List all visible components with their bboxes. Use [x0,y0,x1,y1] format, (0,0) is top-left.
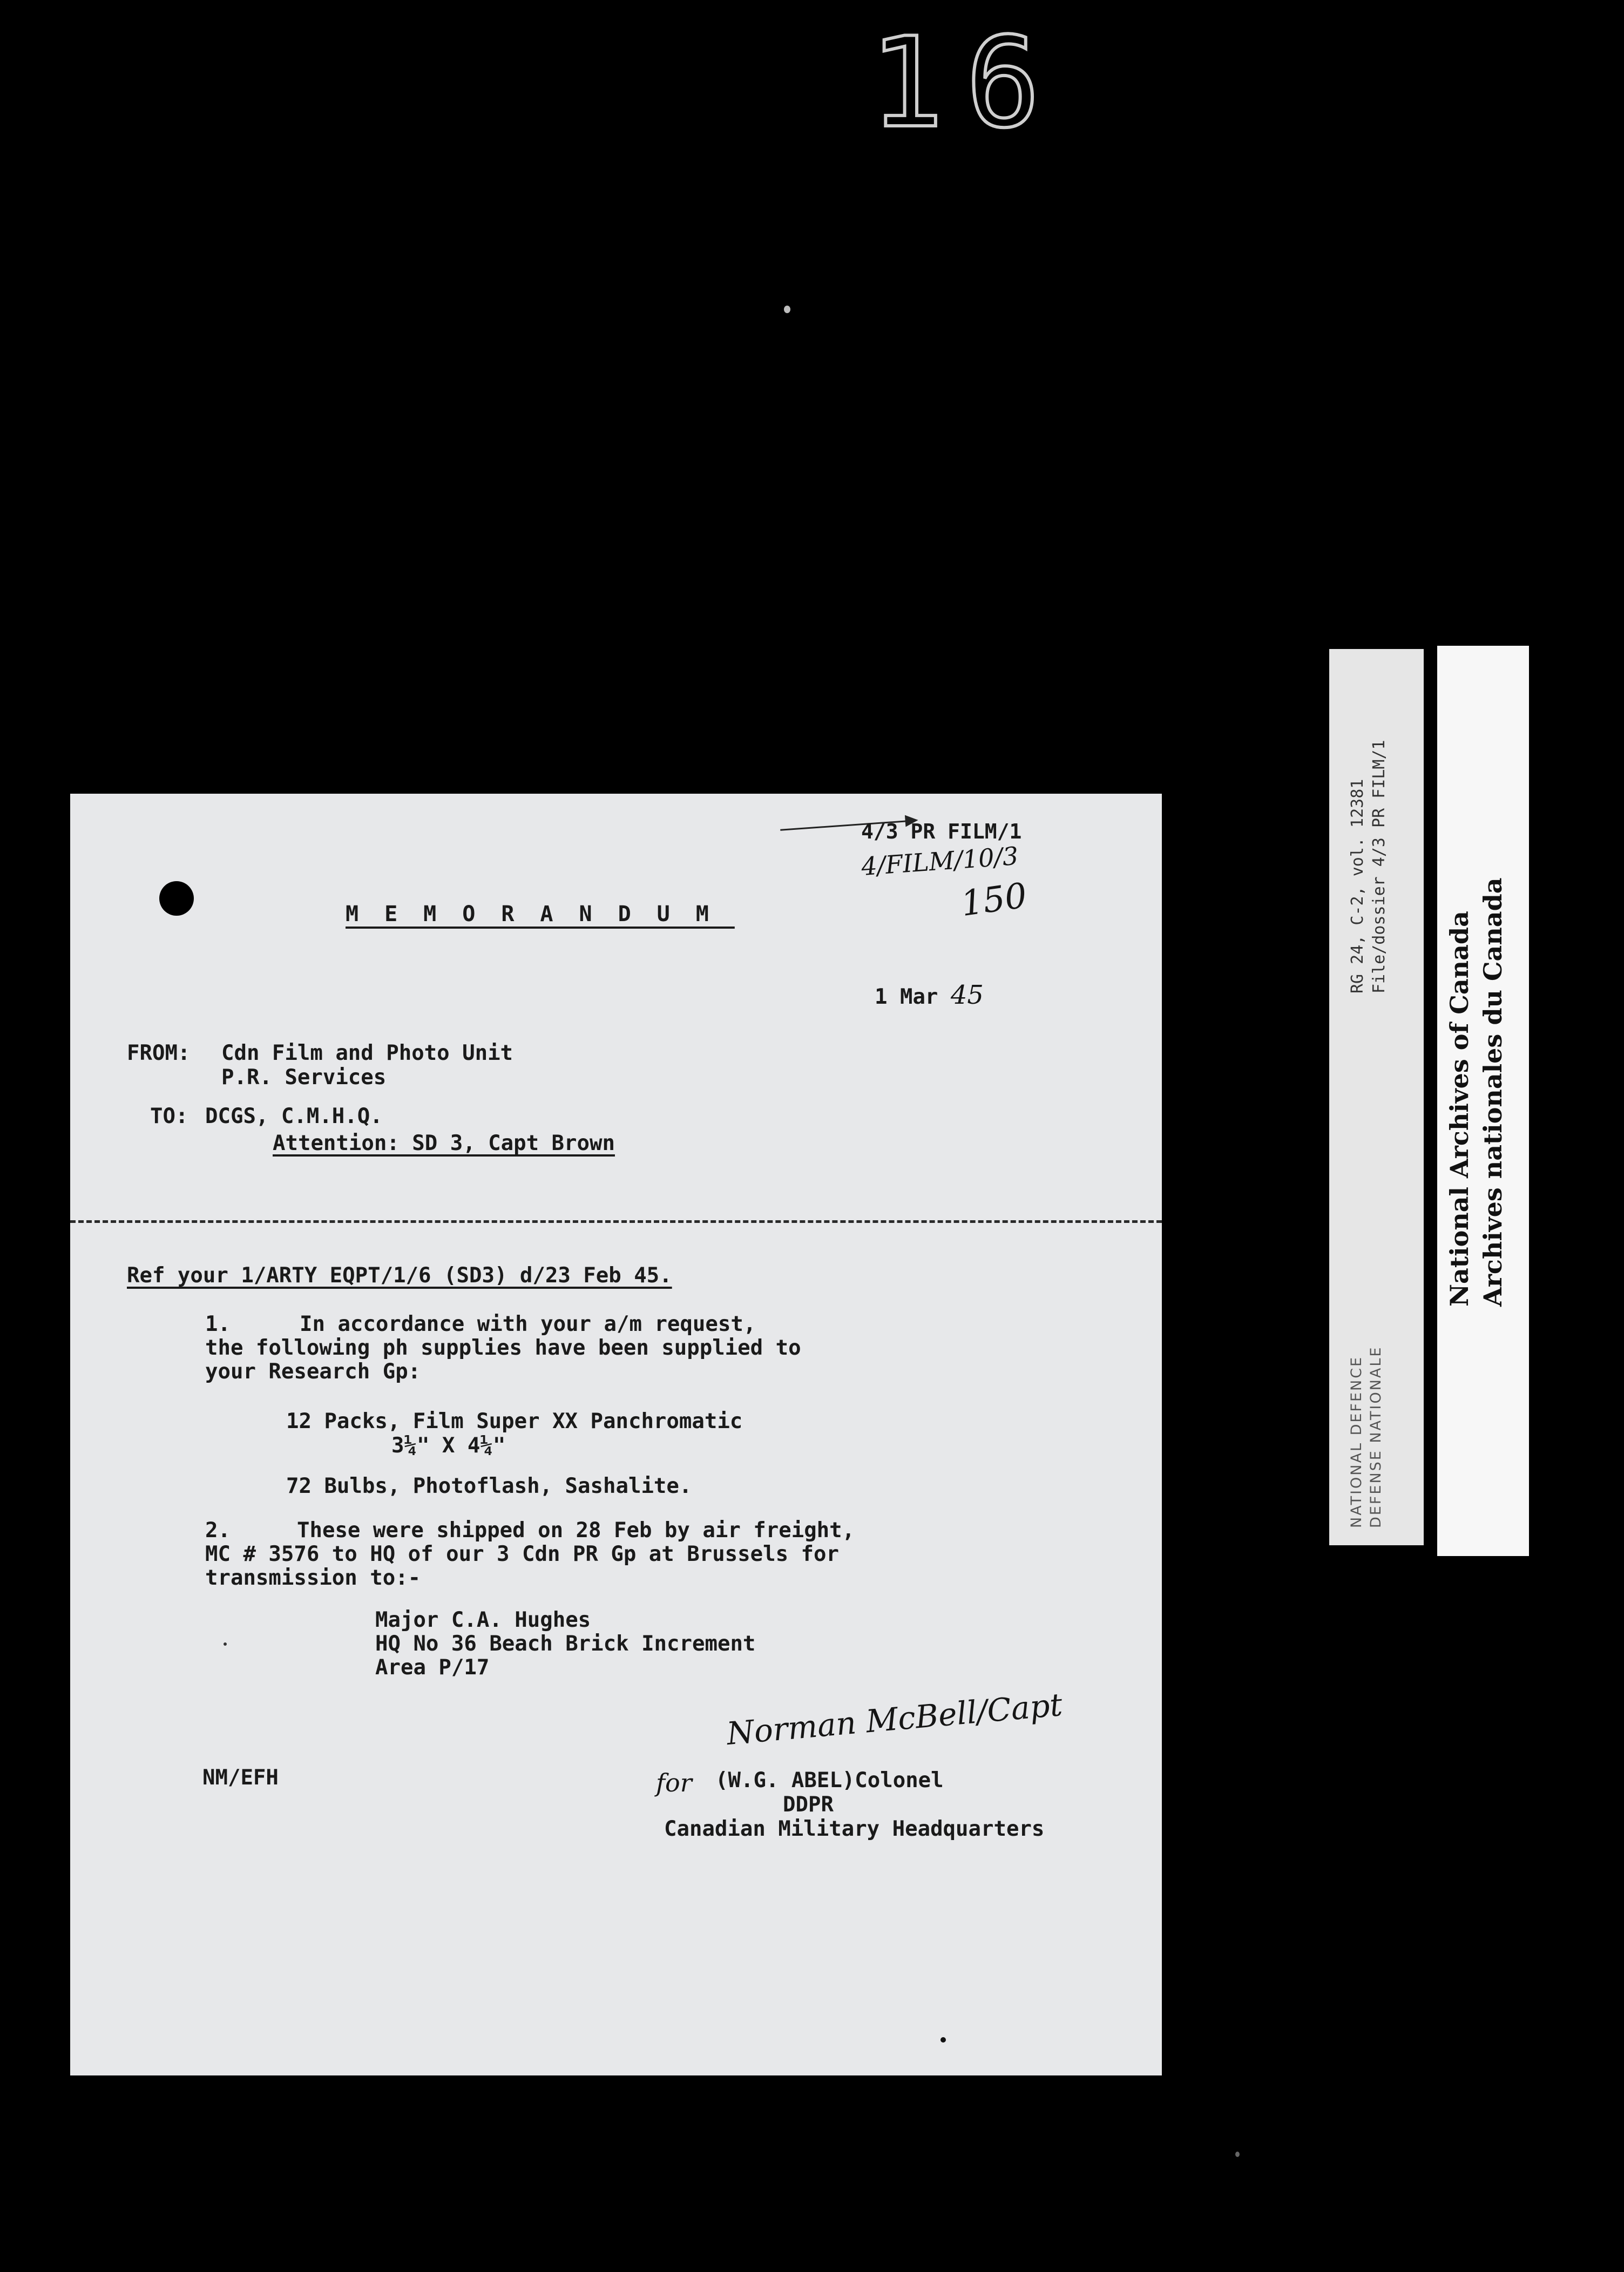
slip-divider [1424,646,1437,1556]
national-defence-line2: DEFENSE NATIONALE [1368,1345,1384,1528]
from-label: FROM: [127,1041,191,1065]
para1-line1: In accordance with your a/m request, [300,1312,756,1336]
ink-dot [940,2037,946,2043]
address-line2: HQ No 36 Beach Brick Increment [375,1632,756,1656]
to-label: TO: [150,1104,188,1128]
to-line1: DCGS, C.M.H.Q. [205,1104,383,1128]
para2-number: 2. [205,1518,231,1543]
national-archives-label [1443,877,1510,1307]
handwritten-folio: 150 [958,875,1030,925]
frame-number: 16 [869,11,1062,155]
signatory-title: DDPR [783,1793,834,1817]
from-line2: P.R. Services [221,1065,387,1090]
attention-line: Attention: SD 3, Capt Brown [273,1131,615,1155]
para2-line1: These were shipped on 28 Feb by air freight, [297,1518,855,1543]
para2-line3: transmission to:- [205,1566,421,1590]
para1-line3: your Research Gp: [205,1360,421,1384]
address-line3: Area P/17 [375,1655,490,1680]
file-reference: 4/3 PR FILM/1 [861,820,1022,843]
handwritten-file-reference: 4/FILM/10/3 [860,841,1019,882]
memo-date-year: 45 [950,980,984,1010]
para2-line2: MC # 3576 to HQ of our 3 Cdn PR Gp at Brussels for [205,1542,839,1566]
handwritten-signature: Norman McBell/Capt [725,1686,1064,1753]
memo-date [875,980,984,1010]
supply-item1-line2: 3¼" X 4¼" [391,1433,506,1458]
signatory-name: (W.G. ABEL)Colonel [715,1768,944,1793]
national-defence-line1: NATIONAL DEFENCE [1348,1355,1365,1528]
from-line1: Cdn Film and Photo Unit [221,1041,513,1065]
punch-hole [159,881,194,916]
signatory-organization: Canadian Military Headquarters [664,1817,1045,1841]
memo-page [70,794,1162,2075]
typist-initials: NM/EFH [202,1766,279,1790]
national-archives-en: National Archives of Canada [1445,911,1474,1307]
para1-number: 1. [205,1312,231,1336]
national-defence-stamp [1347,1346,1386,1528]
dust-speck [784,306,790,313]
para1-line2: the following ph supplies have been supplied to [205,1336,801,1360]
dust-speck [1235,2152,1240,2157]
ink-dot [224,1642,227,1646]
national-archives-fr: Archives nationales du Canada [1478,877,1507,1307]
address-line1: Major C.A. Hughes [375,1608,591,1632]
supply-item1-line1: 12 Packs, Film Super XX Panchromatic [286,1409,743,1433]
memo-date-day: 1 Mar [875,985,938,1009]
for-mark: for [656,1768,692,1797]
separator-dashed-line [70,1220,1162,1223]
archive-reference [1347,740,1390,993]
supply-item2: 72 Bulbs, Photoflash, Sashalite. [286,1474,692,1498]
archive-reference-line1: RG 24, C-2, vol. 12381 [1348,779,1367,993]
memo-title: MEMORANDUM [346,902,735,927]
archive-reference-line2: File/dossier 4/3 PR FILM/1 [1370,740,1389,993]
reference-line: Ref your 1/ARTY EQPT/1/6 (SD3) d/23 Feb 45. [127,1263,672,1288]
